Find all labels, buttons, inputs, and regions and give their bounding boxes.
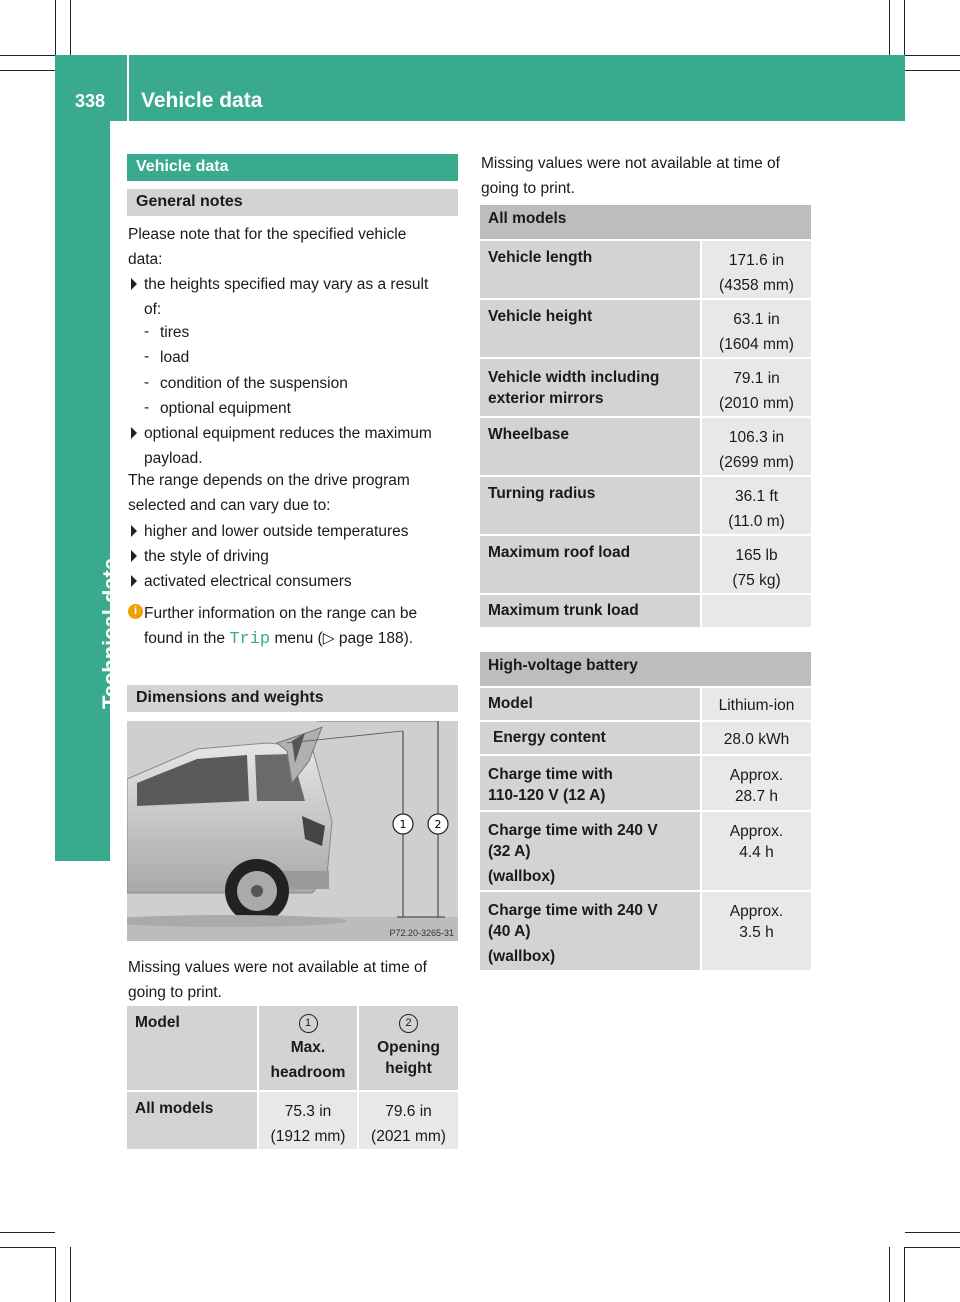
bullet-payload <box>144 421 432 471</box>
crop-mark <box>905 1247 960 1248</box>
text-line: (2699 mm) <box>719 454 794 471</box>
all-models-header: All models <box>480 205 811 239</box>
missing-values-note <box>128 955 427 1005</box>
text-line: payload. <box>144 450 203 467</box>
vehicle-illustration <box>127 721 458 941</box>
battery-header: High-voltage battery <box>480 652 811 686</box>
text-line <box>144 626 417 652</box>
table-row <box>480 810 811 890</box>
table-header-row <box>480 652 811 686</box>
text-line: Max. <box>290 1039 326 1056</box>
spec-value <box>700 416 811 475</box>
dash-item: - optional equipment <box>160 396 291 421</box>
image-code: P72.20-3265-31 <box>389 928 454 938</box>
charge-time-label <box>480 810 700 890</box>
text-line: Missing values were not available at time of <box>128 959 427 976</box>
crop-mark <box>55 0 56 55</box>
info-note <box>144 601 417 652</box>
table-row <box>480 686 811 720</box>
dash-item: - tires <box>160 320 189 345</box>
text-line: Vehicle width including <box>488 369 660 386</box>
text-line: 79.1 in <box>733 370 780 387</box>
text-line: exterior mirrors <box>488 390 604 407</box>
callout-1-icon: 1 <box>299 1014 318 1033</box>
charge-time-value <box>700 754 811 810</box>
crop-mark <box>55 1247 56 1302</box>
row-label: All models <box>127 1090 257 1149</box>
text-line: Charge time with 240 V <box>488 902 658 919</box>
page-number: 338 <box>75 91 106 111</box>
text-line: data: <box>128 251 163 268</box>
text-line: (1604 mm) <box>719 336 794 353</box>
page-title: Vehicle data <box>141 89 263 112</box>
subsection-heading-general-notes: General notes <box>127 189 458 216</box>
crop-mark <box>905 70 960 71</box>
text-line: of: <box>144 301 162 318</box>
svg-text:1: 1 <box>399 818 407 831</box>
spec-value <box>700 357 811 416</box>
bullet-heights <box>144 272 428 322</box>
battery-model-label: Model <box>480 686 700 720</box>
circle-number <box>263 1013 353 1033</box>
text-line: Please note that for the specified vehicle <box>128 226 407 243</box>
battery-model-value: Lithium-ion <box>700 686 811 720</box>
text-line: 110-120 V (12 A) <box>488 787 606 804</box>
text-line: headroom <box>270 1064 346 1081</box>
text-line: (4358 mm) <box>719 277 794 294</box>
text-line: optional equipment reduces the maximum <box>144 425 432 442</box>
dimensions-table <box>127 1006 458 1149</box>
section-heading: Vehicle data <box>127 154 458 181</box>
charge-time-value <box>700 890 811 970</box>
subsection-heading-dimensions: Dimensions and weights <box>127 685 458 712</box>
spec-label: Turning radius <box>480 475 700 534</box>
svg-text:2: 2 <box>434 818 442 831</box>
table-header-row <box>480 205 811 239</box>
car-drawing <box>127 721 458 941</box>
text-line: 171.6 in <box>728 252 785 269</box>
text-line: 165 lb <box>735 547 778 564</box>
col-opening-header <box>357 1006 458 1090</box>
crop-mark <box>70 1247 71 1302</box>
text-line: Opening <box>377 1039 440 1056</box>
spec-value <box>700 239 811 298</box>
bullet-consumers: activated electrical consumers <box>144 569 352 594</box>
text-line: Approx. <box>729 767 784 784</box>
value-headroom <box>257 1090 357 1149</box>
text-line: (75 kg) <box>732 572 781 589</box>
table-row <box>480 754 811 810</box>
table-row <box>480 416 811 475</box>
crop-mark <box>889 0 890 55</box>
text-line: (32 A) <box>488 843 531 860</box>
header-divider <box>127 55 129 121</box>
value-opening-height <box>357 1090 458 1149</box>
text-line: selected and can vary due to: <box>128 497 331 514</box>
col-model-header: Model <box>127 1006 257 1090</box>
text-line: Charge time with <box>488 766 613 783</box>
missing-values-note-right <box>481 151 780 201</box>
energy-content-label: Energy content <box>480 720 700 754</box>
spec-label: Wheelbase <box>480 416 700 475</box>
chapter-tab <box>55 121 123 861</box>
table-row <box>480 890 811 970</box>
text-line: going to print. <box>128 984 222 1001</box>
text-line: Charge time with 240 V <box>488 822 658 839</box>
spec-value <box>700 534 811 593</box>
text-line: 28.7 h <box>734 788 779 805</box>
text-fragment: menu (▷ page 188). <box>270 630 414 647</box>
text-line: (2010 mm) <box>719 395 794 412</box>
text-line: 63.1 in <box>733 311 780 328</box>
text-line: going to print. <box>481 180 575 197</box>
text-line: Further information on the range can be <box>144 605 418 622</box>
table-row <box>127 1090 458 1149</box>
crop-mark <box>0 1232 55 1233</box>
text-line: (wallbox) <box>488 868 556 885</box>
crop-mark <box>889 1247 890 1302</box>
trip-menu-link[interactable]: Trip <box>229 630 271 649</box>
charge-time-value <box>700 810 811 890</box>
all-models-table <box>480 205 811 627</box>
text-line: height <box>385 1060 432 1077</box>
text-line: Approx. <box>729 823 784 840</box>
spec-value <box>700 298 811 357</box>
crop-mark <box>0 1247 55 1248</box>
spec-value-empty <box>700 593 811 627</box>
text-line: (40 A) <box>488 923 531 940</box>
text-line: (11.0 m) <box>728 513 785 530</box>
table-row <box>480 239 811 298</box>
crop-mark <box>70 0 71 55</box>
battery-table <box>480 652 811 970</box>
text-line: Approx. <box>729 903 784 920</box>
info-icon: i <box>128 604 143 619</box>
table-row <box>480 357 811 416</box>
page-header <box>55 55 905 121</box>
spec-label: Vehicle length <box>480 239 700 298</box>
text-line: 3.5 h <box>739 924 774 941</box>
spec-label <box>480 357 700 416</box>
circle-number <box>363 1013 454 1033</box>
range-text <box>128 468 410 518</box>
dash-item: - load <box>160 345 189 370</box>
crop-mark <box>905 55 960 56</box>
intro-text <box>128 222 406 272</box>
text-fragment: found in the <box>144 630 230 647</box>
table-row <box>480 720 811 754</box>
energy-content-value: 28.0 kWh <box>700 720 811 754</box>
spec-label: Maximum roof load <box>480 534 700 593</box>
table-row <box>480 534 811 593</box>
text-line: 75.3 in <box>284 1103 332 1120</box>
text-line: 4.4 h <box>739 844 774 861</box>
spec-value <box>700 475 811 534</box>
crop-mark <box>904 0 905 55</box>
crop-mark <box>0 70 55 71</box>
callout-2-icon: 2 <box>399 1014 418 1033</box>
table-row <box>480 593 811 627</box>
text-line: (wallbox) <box>488 948 556 965</box>
text-line: 79.6 in <box>385 1103 432 1120</box>
spec-label: Maximum trunk load <box>480 593 700 627</box>
charge-time-label <box>480 754 700 810</box>
text-line: the heights specified may vary as a result <box>144 276 429 293</box>
text-line: 36.1 ft <box>734 488 779 505</box>
dash-item: - condition of the suspension <box>160 371 348 396</box>
charge-time-label <box>480 890 700 970</box>
crop-mark <box>904 1247 905 1302</box>
col-headroom-header <box>257 1006 357 1090</box>
table-row <box>480 298 811 357</box>
text-line: Missing values were not available at time of <box>481 155 780 172</box>
table-row <box>480 475 811 534</box>
crop-mark <box>0 55 55 56</box>
bullet-driving-style: the style of driving <box>144 544 269 569</box>
text-line: 106.3 in <box>728 429 785 446</box>
table-header-row <box>127 1006 458 1090</box>
chapter-label: Technical data <box>98 557 123 709</box>
text-line: The range depends on the drive program <box>128 472 410 489</box>
bullet-temperature: higher and lower outside temperatures <box>144 519 409 544</box>
crop-mark <box>905 1232 960 1233</box>
text-line: (1912 mm) <box>270 1128 346 1145</box>
spec-label: Vehicle height <box>480 298 700 357</box>
text-line: (2021 mm) <box>371 1128 446 1145</box>
